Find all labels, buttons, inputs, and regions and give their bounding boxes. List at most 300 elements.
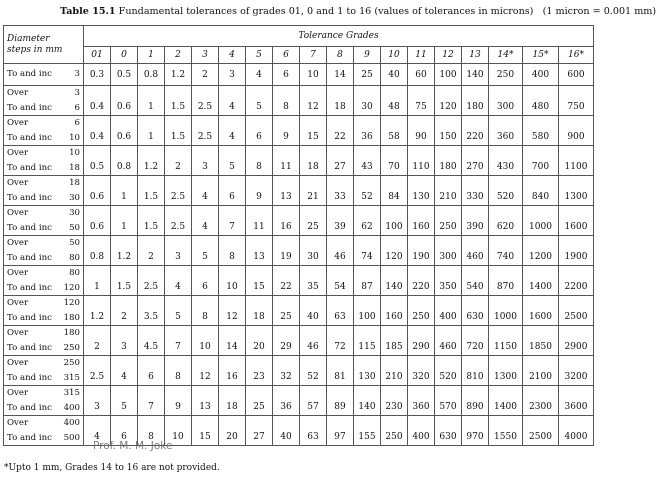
tolerance-value-cell: 110 — [408, 146, 435, 176]
tolerance-value-cell: 2500 — [523, 416, 559, 446]
tolerance-value-cell: 2100 — [523, 356, 559, 386]
tolerance-value-cell: 16 — [273, 206, 300, 236]
tolerance-value-cell: 39 — [327, 206, 354, 236]
watermark: Prof. M. M. Joke — [93, 440, 173, 452]
tolerance-value-cell: 22 — [273, 266, 300, 296]
range-to-label: To and inc — [7, 163, 52, 173]
range-to-value: 400 — [63, 403, 80, 413]
tolerance-value-cell: 2 — [111, 296, 138, 326]
tolerance-value-cell: 18 — [300, 146, 327, 176]
range-to-label: To and inc — [7, 223, 52, 233]
tolerance-value-cell: 60 — [408, 64, 435, 86]
tolerance-value-cell: 2 — [165, 146, 192, 176]
tolerance-value-cell: 1400 — [523, 266, 559, 296]
tolerance-value-cell: 12 — [219, 296, 246, 326]
grade-header: 01 — [84, 47, 111, 64]
range-to-label: To and inc — [7, 283, 52, 293]
tolerance-value-cell: 220 — [408, 266, 435, 296]
tolerance-value-cell: 350 — [435, 266, 462, 296]
range-over-label: Over — [7, 88, 29, 98]
diameter-range-cell — [4, 176, 84, 206]
tolerance-value-cell: 10 — [219, 266, 246, 296]
diameter-range-cell — [4, 86, 84, 116]
tolerance-value-cell: 18 — [219, 386, 246, 416]
tolerance-value-cell: 57 — [300, 386, 327, 416]
tolerance-value-cell: 9 — [246, 176, 273, 206]
tolerance-value-cell: 81 — [327, 356, 354, 386]
tolerance-value-cell: 250 — [435, 206, 462, 236]
tolerance-value-cell: 250 — [489, 64, 523, 86]
tolerance-value-cell: 720 — [462, 326, 489, 356]
table-row — [4, 386, 594, 416]
tolerance-value-cell: 8 — [192, 296, 219, 326]
tolerance-value-cell: 10 — [192, 326, 219, 356]
range-to-label: To and inc — [7, 373, 52, 383]
tolerance-value-cell: 5 — [219, 146, 246, 176]
tolerance-value-cell: 4 — [84, 416, 111, 446]
range-over-label: Over — [7, 298, 29, 308]
range-from-value: 400 — [63, 418, 80, 428]
tolerance-value-cell: 22 — [327, 116, 354, 146]
range-to-label: To and inc — [7, 343, 52, 353]
table-row — [4, 176, 594, 206]
tolerance-value-cell: 14 — [219, 326, 246, 356]
diameter-range-cell — [4, 146, 84, 176]
tolerance-value-cell: 5 — [192, 236, 219, 266]
diameter-range-cell — [4, 386, 84, 416]
tolerance-value-cell: 6 — [138, 356, 165, 386]
diameter-range-cell — [4, 116, 84, 146]
tolerance-value-cell: 40 — [273, 416, 300, 446]
tolerance-value-cell: 21 — [300, 176, 327, 206]
tolerance-value-cell: 360 — [489, 116, 523, 146]
tolerance-value-cell: 27 — [327, 146, 354, 176]
tolerance-value-cell: 1.5 — [138, 206, 165, 236]
tolerance-value-cell: 0.8 — [84, 236, 111, 266]
tolerance-value-cell: 9 — [165, 386, 192, 416]
tolerance-value-cell: 2.5 — [165, 176, 192, 206]
tolerance-value-cell: 4 — [111, 356, 138, 386]
grade-header: 5 — [246, 47, 273, 64]
table-row — [4, 236, 594, 266]
tolerance-value-cell: 84 — [381, 176, 408, 206]
grade-header: 7 — [300, 47, 327, 64]
tolerance-value-cell: 10 — [165, 416, 192, 446]
tolerance-value-cell: 11 — [246, 206, 273, 236]
tolerance-value-cell: 1900 — [559, 236, 594, 266]
tolerance-value-cell: 1.2 — [165, 64, 192, 86]
range-over-label: Over — [7, 118, 29, 128]
tolerance-value-cell: 1000 — [523, 206, 559, 236]
diameter-range-cell — [4, 356, 84, 386]
table-row — [4, 206, 594, 236]
tolerance-value-cell: 160 — [381, 296, 408, 326]
tolerance-value-cell: 1400 — [489, 386, 523, 416]
range-from-value: 10 — [69, 148, 80, 158]
tolerance-value-cell: 75 — [408, 86, 435, 116]
tolerance-value-cell: 140 — [354, 386, 381, 416]
tolerance-value-cell: 1 — [111, 176, 138, 206]
tolerance-value-cell: 0.4 — [84, 86, 111, 116]
tolerance-value-cell: 1300 — [489, 356, 523, 386]
tolerance-value-cell: 63 — [327, 296, 354, 326]
tolerance-value-cell: 32 — [273, 356, 300, 386]
tolerance-value-cell: 48 — [381, 86, 408, 116]
grade-header: 9 — [354, 47, 381, 64]
range-over-label: Over — [7, 268, 29, 278]
range-over-label: Over — [7, 328, 29, 338]
table-number: Table 15.1 — [60, 6, 116, 17]
tolerance-value-cell: 5 — [165, 296, 192, 326]
tolerance-value-cell: 3 — [84, 386, 111, 416]
grade-header: 15* — [523, 47, 559, 64]
tolerance-value-cell: 46 — [327, 236, 354, 266]
tolerance-value-cell: 4 — [192, 206, 219, 236]
range-to-value: 315 — [63, 373, 80, 383]
table-row — [4, 64, 594, 86]
tolerance-value-cell: 4 — [219, 116, 246, 146]
tolerance-value-cell: 1 — [138, 86, 165, 116]
tolerance-value-cell: 580 — [523, 116, 559, 146]
table-row — [4, 356, 594, 386]
tolerance-value-cell: 100 — [435, 64, 462, 86]
tolerance-value-cell: 1850 — [523, 326, 559, 356]
tolerance-value-cell: 13 — [246, 236, 273, 266]
range-to-label: To and inc — [7, 193, 52, 203]
tolerance-value-cell: 10 — [300, 64, 327, 86]
tolerance-value-cell: 2.5 — [84, 356, 111, 386]
tolerance-value-cell: 4000 — [559, 416, 594, 446]
range-to-label: To and inc — [7, 313, 52, 323]
tolerance-value-cell: 1150 — [489, 326, 523, 356]
range-from-value: 6 — [74, 118, 80, 128]
tolerance-value-cell: 74 — [354, 236, 381, 266]
tolerance-value-cell: 150 — [435, 116, 462, 146]
tolerance-value-cell: 210 — [381, 356, 408, 386]
tolerance-value-cell: 520 — [489, 176, 523, 206]
tolerance-value-cell: 97 — [327, 416, 354, 446]
tolerance-value-cell: 3600 — [559, 386, 594, 416]
tolerance-value-cell: 13 — [192, 386, 219, 416]
tolerance-value-cell: 480 — [523, 86, 559, 116]
tolerance-value-cell: 2500 — [559, 296, 594, 326]
tolerance-value-cell: 1 — [111, 206, 138, 236]
tolerance-value-cell: 40 — [381, 64, 408, 86]
tolerance-value-cell: 140 — [462, 64, 489, 86]
tolerance-value-cell: 6 — [273, 64, 300, 86]
tolerance-value-cell: 100 — [381, 206, 408, 236]
tolerance-value-cell: 14 — [327, 64, 354, 86]
tolerance-value-cell: 13 — [273, 176, 300, 206]
grade-header: 2 — [165, 47, 192, 64]
tolerance-value-cell: 8 — [165, 356, 192, 386]
tolerance-value-cell: 570 — [435, 386, 462, 416]
tolerance-value-cell: 36 — [273, 386, 300, 416]
tolerance-value-cell: 840 — [523, 176, 559, 206]
tolerance-value-cell: 52 — [354, 176, 381, 206]
tolerance-value-cell: 43 — [354, 146, 381, 176]
tolerance-value-cell: 400 — [408, 416, 435, 446]
range-over-label: Over — [7, 148, 29, 158]
range-to-label: To and inc — [7, 403, 52, 413]
tolerance-value-cell: 19 — [273, 236, 300, 266]
unit-note: (1 micron = 0.001 mm) — [542, 6, 656, 17]
tolerance-value-cell: 8 — [138, 416, 165, 446]
tolerance-value-cell: 5 — [246, 86, 273, 116]
grade-header: 12 — [435, 47, 462, 64]
tolerance-value-cell: 2300 — [523, 386, 559, 416]
tolerance-value-cell: 220 — [462, 116, 489, 146]
tolerance-value-cell: 320 — [408, 356, 435, 386]
table-row — [4, 326, 594, 356]
tolerance-value-cell: 4 — [192, 176, 219, 206]
tolerance-value-cell: 70 — [381, 146, 408, 176]
tolerance-value-cell: 1600 — [523, 296, 559, 326]
tolerance-value-cell: 1000 — [489, 296, 523, 326]
tolerance-value-cell: 0.4 — [84, 116, 111, 146]
tolerance-value-cell: 230 — [381, 386, 408, 416]
tolerance-value-cell: 250 — [408, 296, 435, 326]
tolerance-value-cell: 30 — [300, 236, 327, 266]
tolerance-value-cell: 52 — [300, 356, 327, 386]
range-from-value: 250 — [63, 358, 80, 368]
tolerance-value-cell: 16 — [219, 356, 246, 386]
tolerance-value-cell: 8 — [246, 146, 273, 176]
tolerance-value-cell: 600 — [559, 64, 594, 86]
tolerance-value-cell: 23 — [246, 356, 273, 386]
diameter-range-cell — [4, 236, 84, 266]
tolerance-value-cell: 120 — [381, 236, 408, 266]
diameter-range-cell — [4, 416, 84, 446]
tolerance-value-cell: 3 — [192, 146, 219, 176]
range-to-value: 30 — [69, 193, 80, 203]
tolerance-value-cell: 900 — [559, 116, 594, 146]
tolerance-value-cell: 630 — [435, 416, 462, 446]
range-to-value: 10 — [69, 133, 80, 143]
tolerance-value-cell: 120 — [435, 86, 462, 116]
range-to-label: To and inc — [7, 253, 52, 263]
tolerance-value-cell: 430 — [489, 146, 523, 176]
tolerance-value-cell: 0.8 — [111, 146, 138, 176]
diameter-range-cell — [4, 296, 84, 326]
range-from-value: 120 — [63, 298, 80, 308]
range-over-label: Over — [7, 208, 29, 218]
tolerance-value-cell: 4 — [219, 86, 246, 116]
tolerance-value-cell: 390 — [462, 206, 489, 236]
range-from-value: 18 — [69, 178, 80, 188]
tolerance-value-cell: 6 — [192, 266, 219, 296]
tolerance-value-cell: 18 — [246, 296, 273, 326]
tolerance-value-cell: 870 — [489, 266, 523, 296]
tolerance-value-cell: 750 — [559, 86, 594, 116]
tolerance-value-cell: 15 — [246, 266, 273, 296]
tolerance-value-cell: 2 — [84, 326, 111, 356]
tolerance-value-cell: 25 — [300, 206, 327, 236]
tolerance-value-cell: 140 — [381, 266, 408, 296]
tolerance-value-cell: 25 — [354, 64, 381, 86]
range-to-value: 500 — [63, 433, 80, 443]
range-to-value: 50 — [69, 223, 80, 233]
tolerance-value-cell: 130 — [408, 176, 435, 206]
grade-header: 6 — [273, 47, 300, 64]
tolerance-value-cell: 2.5 — [165, 206, 192, 236]
range-to-label: To and inc — [7, 69, 52, 79]
tolerance-value-cell: 185 — [381, 326, 408, 356]
table-body — [4, 64, 594, 446]
tolerance-value-cell: 740 — [489, 236, 523, 266]
tolerance-value-cell: 180 — [462, 86, 489, 116]
tolerance-value-cell: 1550 — [489, 416, 523, 446]
tolerance-value-cell: 30 — [354, 86, 381, 116]
range-from-value: 3 — [74, 88, 80, 98]
tolerance-value-cell: 25 — [246, 386, 273, 416]
grade-header: 1 — [138, 47, 165, 64]
tolerance-value-cell: 0.6 — [84, 176, 111, 206]
tolerance-value-cell: 460 — [435, 326, 462, 356]
diameter-header-line2: steps in mm — [7, 44, 63, 55]
range-from-value: 50 — [69, 238, 80, 248]
range-to-label: To and inc — [7, 433, 52, 443]
tolerance-value-cell: 3 — [165, 236, 192, 266]
tolerance-value-cell: 400 — [523, 64, 559, 86]
tolerance-value-cell: 620 — [489, 206, 523, 236]
range-from-value: 30 — [69, 208, 80, 218]
tolerance-value-cell: 36 — [354, 116, 381, 146]
tolerance-value-cell: 29 — [273, 326, 300, 356]
tolerance-value-cell: 250 — [381, 416, 408, 446]
tolerance-value-cell: 54 — [327, 266, 354, 296]
tolerance-value-cell: 0.3 — [84, 64, 111, 86]
range-over-label: Over — [7, 238, 29, 248]
tolerance-value-cell: 300 — [435, 236, 462, 266]
tolerance-value-cell: 180 — [435, 146, 462, 176]
grade-header: 13 — [462, 47, 489, 64]
tolerance-value-cell: 0.5 — [111, 64, 138, 86]
tolerance-value-cell: 6 — [111, 416, 138, 446]
tolerance-value-cell: 40 — [300, 296, 327, 326]
tolerance-value-cell: 25 — [273, 296, 300, 326]
tolerance-value-cell: 115 — [354, 326, 381, 356]
table-row — [4, 296, 594, 326]
range-to-value: 120 — [63, 283, 80, 293]
tolerance-value-cell: 20 — [246, 326, 273, 356]
tolerance-value-cell: 100 — [354, 296, 381, 326]
tolerance-value-cell: 160 — [408, 206, 435, 236]
tolerance-value-cell: 0.5 — [84, 146, 111, 176]
tolerance-value-cell: 970 — [462, 416, 489, 446]
tolerance-value-cell: 6 — [219, 176, 246, 206]
grade-header: 0 — [111, 47, 138, 64]
diameter-range-cell — [4, 64, 84, 86]
tolerance-value-cell: 6 — [246, 116, 273, 146]
tolerance-value-cell: 810 — [462, 356, 489, 386]
tolerance-value-cell: 400 — [435, 296, 462, 326]
tolerance-value-cell: 0.6 — [111, 86, 138, 116]
tolerance-grades-header: Tolerance Grades — [84, 26, 594, 47]
diameter-header — [4, 26, 84, 64]
tolerance-value-cell: 11 — [273, 146, 300, 176]
tolerance-value-cell: 1.5 — [165, 116, 192, 146]
range-to-value: 250 — [63, 343, 80, 353]
grade-header: 8 — [327, 47, 354, 64]
table-caption — [60, 6, 656, 17]
tolerance-value-cell: 1.5 — [111, 266, 138, 296]
tolerance-value-cell: 9 — [273, 116, 300, 146]
tolerance-value-cell: 35 — [300, 266, 327, 296]
tolerance-value-cell: 63 — [300, 416, 327, 446]
table-row — [4, 146, 594, 176]
tolerance-value-cell: 4 — [246, 64, 273, 86]
tolerance-value-cell: 3 — [219, 64, 246, 86]
tolerance-value-cell: 15 — [192, 416, 219, 446]
tolerance-value-cell: 890 — [462, 386, 489, 416]
tolerance-value-cell: 1.2 — [84, 296, 111, 326]
tolerance-value-cell: 1200 — [523, 236, 559, 266]
tolerance-value-cell: 7 — [138, 386, 165, 416]
tolerance-table — [3, 25, 594, 446]
tolerance-value-cell: 520 — [435, 356, 462, 386]
tolerance-value-cell: 290 — [408, 326, 435, 356]
tolerance-value-cell: 300 — [489, 86, 523, 116]
range-over-label: Over — [7, 418, 29, 428]
tolerance-value-cell: 155 — [354, 416, 381, 446]
tolerance-value-cell: 3 — [111, 326, 138, 356]
range-to-value: 18 — [69, 163, 80, 173]
tolerance-value-cell: 2.5 — [192, 86, 219, 116]
tolerance-value-cell: 1 — [84, 266, 111, 296]
tolerance-value-cell: 210 — [435, 176, 462, 206]
tolerance-value-cell: 360 — [408, 386, 435, 416]
tolerance-value-cell: 2200 — [559, 266, 594, 296]
tolerance-value-cell: 1.2 — [138, 146, 165, 176]
tolerance-value-cell: 0.6 — [111, 116, 138, 146]
range-to-label: To and inc — [7, 133, 52, 143]
tolerance-value-cell: 8 — [273, 86, 300, 116]
tolerance-value-cell: 1300 — [559, 176, 594, 206]
range-from-value: 315 — [63, 388, 80, 398]
tolerance-value-cell: 1600 — [559, 206, 594, 236]
tolerance-value-cell: 630 — [462, 296, 489, 326]
tolerance-value-cell: 12 — [192, 356, 219, 386]
tolerance-value-cell: 62 — [354, 206, 381, 236]
diameter-header-line1: Diameter — [7, 33, 50, 44]
tolerance-value-cell: 540 — [462, 266, 489, 296]
table-row — [4, 266, 594, 296]
range-to-value: 6 — [74, 103, 80, 113]
tolerance-value-cell: 330 — [462, 176, 489, 206]
tolerance-value-cell: 1100 — [559, 146, 594, 176]
tolerance-value-cell: 1.5 — [138, 176, 165, 206]
range-to-value: 3 — [74, 69, 80, 79]
diameter-range-cell — [4, 266, 84, 296]
tolerance-value-cell: 12 — [300, 86, 327, 116]
tolerance-value-cell: 20 — [219, 416, 246, 446]
tolerance-value-cell: 270 — [462, 146, 489, 176]
tolerance-value-cell: 2900 — [559, 326, 594, 356]
grade-header: 14* — [489, 47, 523, 64]
range-from-value: 80 — [69, 268, 80, 278]
tolerance-value-cell: 58 — [381, 116, 408, 146]
tolerance-value-cell: 2 — [138, 236, 165, 266]
tolerance-value-cell: 90 — [408, 116, 435, 146]
range-over-label: Over — [7, 388, 29, 398]
range-over-label: Over — [7, 358, 29, 368]
tolerance-value-cell: 18 — [327, 86, 354, 116]
tolerance-value-cell: 190 — [408, 236, 435, 266]
tolerance-value-cell: 8 — [219, 236, 246, 266]
table-row — [4, 86, 594, 116]
tolerance-value-cell: 5 — [111, 386, 138, 416]
